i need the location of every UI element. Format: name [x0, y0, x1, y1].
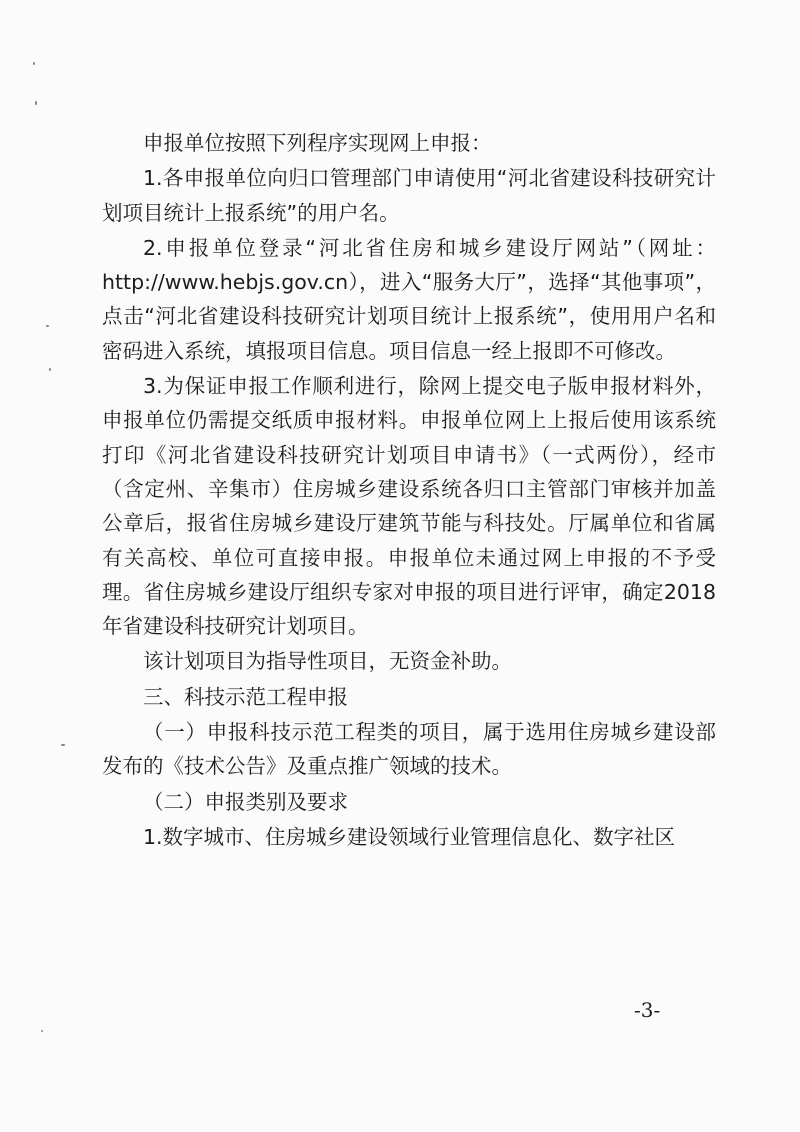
- subsection-2-heading: （二）申报类别及要求: [143, 789, 348, 814]
- scan-speck: [46, 325, 49, 327]
- paragraph-step-2: 2.申报单位登录“河北省住房和城乡建设厅网站”（网址：http://www.hebjs.gov.cn），进入“服务大厅”，选择“其他事项”，点击“河北省建设科技研究计划项目统计上报系统”，使用用户名和密码进入系统，填报项目信息。项目信息一经上报即不可修改。: [102, 235, 716, 363]
- paragraph-step-1: 1.各申报单位向归口管理部门申请使用“河北省建设科技研究计划项目统计上报系统”的用户名。: [102, 166, 716, 225]
- scan-speck: [33, 62, 35, 65]
- subsection-1: （一）申报科技示范工程类的项目，属于选用住房城乡建设部发布的《技术公告》及重点推广领域的技术。: [102, 720, 716, 779]
- section-heading-3: 三、科技示范工程申报: [143, 684, 348, 709]
- paragraph-category-1: 1.数字城市、住房城乡建设领域行业管理信息化、数字社区: [143, 824, 676, 849]
- scan-speck: [49, 368, 51, 371]
- page-number: -3-: [634, 998, 661, 1022]
- scan-speck: [41, 1030, 43, 1032]
- paragraph-no-funding: 该计划项目为指导性项目，无资金补助。: [143, 649, 512, 674]
- body-text: [102, 126, 716, 854]
- paragraph-step-3: 3.为保证申报工作顺利进行，除网上提交电子版申报材料外，申报单位仍需提交纸质申报材料。申报单位网上上报后使用该系统打印《河北省建设科技研究计划项目申请书》（一式两份），经市（含定州、辛集市）住房城乡建设系统各归口主管部门审核并加盖公章后，报省住房城乡建设厅建筑节能与科技处。厅属单位和省属有关高校、单位可直接申报。申报单位未通过网上申报的不予受理。省住房城乡建设厅组织专家对申报的项目进行评审，确定2018年省建设科技研究计划项目。: [102, 374, 716, 639]
- scan-speck: [61, 744, 65, 746]
- scan-speck: [35, 101, 37, 105]
- paragraph-intro: 申报单位按照下列程序实现网上申报：: [143, 131, 492, 155]
